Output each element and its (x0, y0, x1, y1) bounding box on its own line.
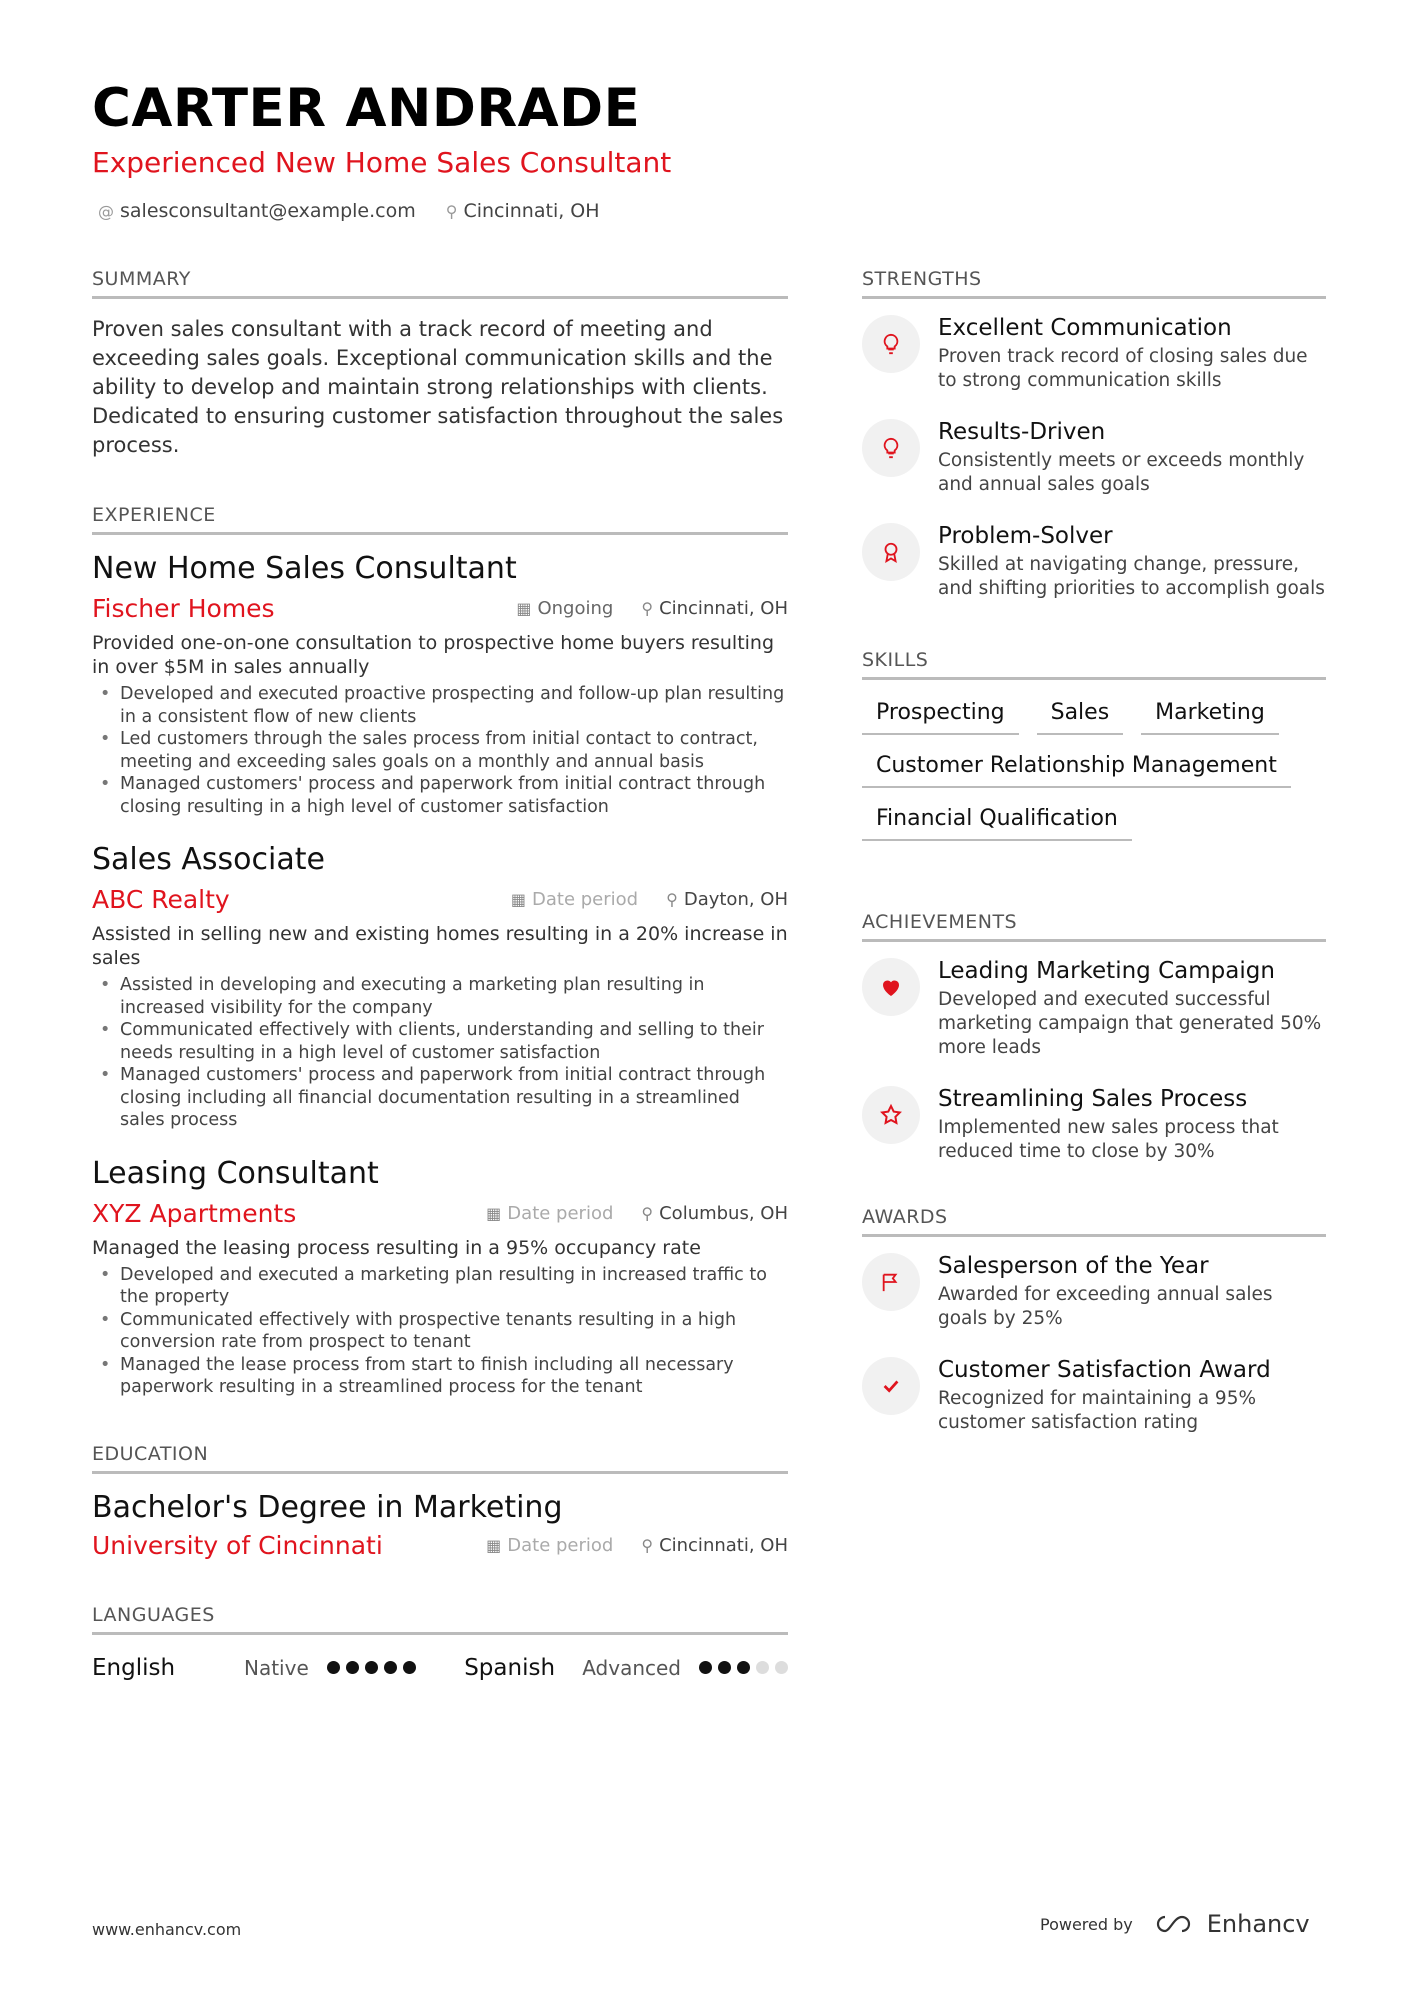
at-icon: @ (98, 202, 114, 221)
rating-dot (737, 1661, 750, 1674)
job-date: Date period (507, 1202, 614, 1224)
achievements-list (862, 958, 1326, 1164)
strength-title: Problem-Solver (938, 523, 1113, 549)
awards-heading: AWARDS (862, 1206, 1326, 1237)
summary-heading: SUMMARY (92, 268, 788, 299)
contact-bar (98, 200, 600, 222)
skill-tag: Prospecting (862, 696, 1019, 735)
language-name: Spanish (464, 1654, 556, 1681)
rating-dot (346, 1661, 359, 1674)
skill-tag: Customer Relationship Management (862, 749, 1291, 788)
award-item (862, 1253, 1326, 1331)
language-level: Advanced (582, 1655, 681, 1680)
footer-branding (1040, 1910, 1310, 1938)
job-description: Assisted in selling new and existing homes resulting in a 20% increase in sales (92, 923, 788, 969)
strengths-list (862, 315, 1326, 601)
strength-desc: Proven track record of closing sales due to strong communication skills (938, 346, 1308, 391)
job-bullet: • Developed and executed proactive prospecting and follow-up plan resulting in a consistent flow of new clients (92, 683, 788, 728)
strengths-heading: STRENGTHS (862, 268, 1326, 299)
strength-item (862, 523, 1326, 601)
job-bullet: • Communicated effectively with clients, understanding and selling to their needs resulting in a high level of customer satisfaction (92, 1019, 788, 1064)
powered-by-label: Powered by (1040, 1914, 1133, 1934)
achievement-title: Leading Marketing Campaign (938, 958, 1275, 984)
candidate-name: CARTER ANDRADE (92, 78, 641, 139)
skill-tag: Sales (1037, 696, 1124, 735)
strength-desc: Consistently meets or exceeds monthly and annual sales goals (938, 450, 1305, 495)
calendar-icon: ▦ (486, 1535, 502, 1555)
brand-name: Enhancv (1206, 1910, 1310, 1938)
flag-icon (862, 1253, 920, 1311)
language-rating (327, 1661, 416, 1674)
location-pin-icon: ⚲ (445, 202, 458, 221)
job-bullet: • Assisted in developing and executing a marketing plan resulting in increased visibility for the company (92, 974, 788, 1019)
school-name: University of Cincinnati (92, 1530, 383, 1560)
footer-website[interactable]: www.enhancv.com (92, 1920, 242, 1939)
rating-dot (775, 1661, 788, 1674)
achievement-desc: Implemented new sales process that reduced time to close by 30% (938, 1117, 1279, 1162)
rating-dot (699, 1661, 712, 1674)
experience-heading: EXPERIENCE (92, 504, 788, 535)
language-rating (699, 1661, 788, 1674)
award-item (862, 1357, 1326, 1435)
skill-tag: Financial Qualification (862, 802, 1132, 841)
job-location: Cincinnati, OH (659, 598, 788, 619)
calendar-icon: ▦ (486, 1203, 502, 1223)
education-entry (92, 1490, 788, 1560)
job-location: Dayton, OH (683, 889, 788, 910)
email-contact[interactable]: @ salesconsultant@example.com (98, 200, 416, 222)
skill-tag: Marketing (1141, 696, 1279, 735)
medal-icon (862, 523, 920, 581)
language-item (464, 1655, 788, 1681)
rating-dot (384, 1661, 397, 1674)
job-bullet: • Communicated effectively with prospective tenants resulting in a high conversion rate from prospect to tenant (92, 1309, 788, 1354)
education-date: Date period (507, 1534, 614, 1556)
heart-icon (862, 958, 920, 1016)
job-bullet: • Managed the lease process from start to finish including all necessary paperwork resulting in a streamlined process for the tenant (92, 1354, 788, 1399)
language-item (92, 1655, 464, 1681)
location-pin-icon: ⚲ (641, 1203, 654, 1223)
experience-entry (92, 551, 788, 818)
skills-heading: SKILLS (862, 649, 1326, 680)
lightbulb-icon (862, 315, 920, 373)
job-location: Columbus, OH (659, 1202, 788, 1224)
lightbulb-icon (862, 419, 920, 477)
job-title: Sales Associate (92, 842, 325, 877)
infinity-icon (1153, 1912, 1199, 1936)
company-name: ABC Realty (92, 885, 230, 914)
award-desc: Recognized for maintaining a 95% customer satisfaction rating (938, 1388, 1257, 1433)
job-bullet: • Developed and executed a marketing plan resulting in increased traffic to the property (92, 1264, 788, 1309)
star-icon (862, 1086, 920, 1144)
job-bullet: • Managed customers' process and paperwork from initial contract through closing resulting in a high level of customer satisfaction (92, 773, 788, 818)
achievements-heading: ACHIEVEMENTS (862, 911, 1326, 942)
languages-heading: LANGUAGES (92, 1604, 788, 1635)
experience-entry (92, 1156, 788, 1399)
job-title: New Home Sales Consultant (92, 551, 517, 586)
job-title: Leasing Consultant (92, 1155, 379, 1191)
job-bullet: • Led customers through the sales process from initial contact to contract, meeting and exceeding sales goals on a monthly and annual basis (92, 728, 788, 773)
rating-dot (718, 1661, 731, 1674)
degree-title: Bachelor's Degree in Marketing (92, 1489, 563, 1525)
location-pin-icon: ⚲ (666, 890, 678, 909)
strength-title: Excellent Communication (938, 315, 1232, 341)
summary-text: Proven sales consultant with a track record of meeting and exceeding sales goals. Exceptional communication skills and the ability to develop and maintain strong relationships with clients. Dedicated to ensuring customer satisfaction throughout the sales process. (92, 317, 784, 457)
location-pin-icon: ⚲ (641, 599, 654, 618)
rating-dot (327, 1661, 340, 1674)
rating-dot (365, 1661, 378, 1674)
achievement-desc: Developed and executed successful marketing campaign that generated 50% more leads (938, 989, 1322, 1058)
strength-title: Results-Driven (938, 419, 1106, 445)
strength-item (862, 419, 1326, 497)
job-date: Date period (532, 889, 639, 910)
candidate-title: Experienced New Home Sales Consultant (92, 146, 672, 179)
awards-list (862, 1253, 1326, 1435)
enhancv-logo[interactable] (1153, 1910, 1310, 1938)
achievement-item (862, 958, 1326, 1060)
job-description: Provided one-on-one consultation to prospective home buyers resulting in over $5M in sales annually (92, 632, 775, 678)
award-desc: Awarded for exceeding annual sales goals by 25% (938, 1284, 1273, 1329)
award-title: Customer Satisfaction Award (938, 1357, 1271, 1383)
rating-dot (403, 1661, 416, 1674)
education-heading: EDUCATION (92, 1443, 788, 1474)
left-column (92, 268, 788, 1681)
language-level: Native (244, 1655, 309, 1680)
right-column (862, 268, 1326, 1461)
job-date: Ongoing (537, 598, 614, 619)
job-bullet: • Managed customers' process and paperwork from initial contract through closing including all financial documentation resulting in a streamlined sales process (92, 1064, 788, 1132)
strength-desc: Skilled at navigating change, pressure, and shifting priorities to accomplish goals (938, 554, 1325, 599)
location-pin-icon: ⚲ (641, 1535, 654, 1555)
skills-list (862, 696, 1326, 841)
company-name: Fischer Homes (92, 594, 275, 623)
company-name: XYZ Apartments (92, 1198, 297, 1228)
calendar-icon: ▦ (516, 599, 532, 618)
experience-entry (92, 842, 788, 1132)
location-contact: ⚲ Cincinnati, OH (445, 200, 600, 222)
languages-list (92, 1655, 788, 1681)
job-description: Managed the leasing process resulting in a 95% occupancy rate (92, 1236, 701, 1259)
award-title: Salesperson of the Year (938, 1253, 1209, 1279)
check-icon (862, 1357, 920, 1415)
strength-item (862, 315, 1326, 393)
calendar-icon: ▦ (510, 890, 527, 909)
achievement-item (862, 1086, 1326, 1164)
education-location: Cincinnati, OH (659, 1534, 788, 1556)
achievement-title: Streamlining Sales Process (938, 1086, 1248, 1112)
rating-dot (756, 1661, 769, 1674)
language-name: English (92, 1654, 176, 1681)
